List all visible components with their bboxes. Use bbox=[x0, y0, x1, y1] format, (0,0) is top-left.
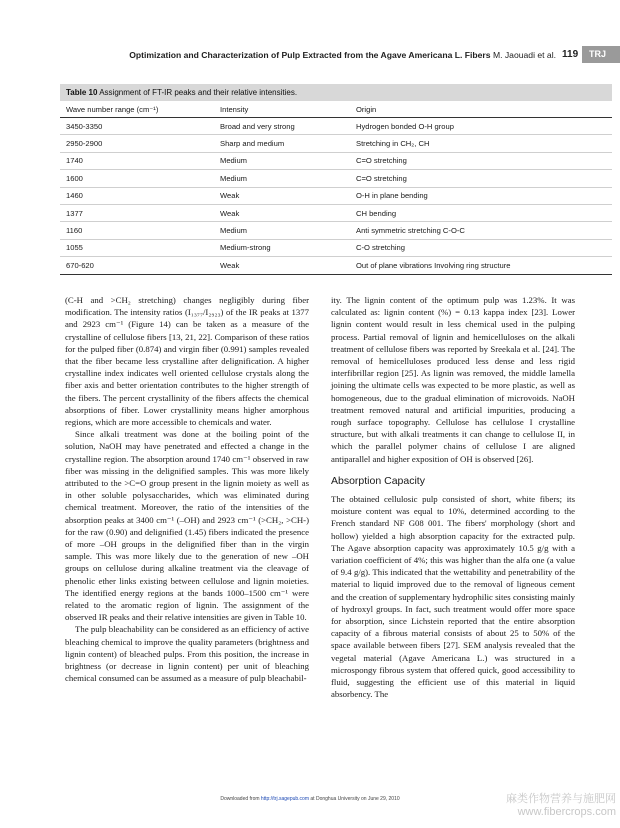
authors: M. Jaouadi et al. bbox=[492, 50, 556, 60]
cell: Weak bbox=[214, 257, 350, 274]
cell: Sharp and medium bbox=[214, 135, 350, 152]
ftir-table bbox=[60, 101, 612, 275]
cell: 3450-3350 bbox=[60, 118, 214, 135]
cell: Medium-strong bbox=[214, 239, 350, 256]
cell: Anti symmetric stretching C-O-C bbox=[350, 222, 612, 239]
watermark-line1: 麻类作物营养与施肥网 bbox=[506, 793, 616, 805]
cell: CH bending bbox=[350, 204, 612, 221]
cell: Broad and very strong bbox=[214, 118, 350, 135]
body-column-right bbox=[331, 294, 575, 701]
cell: O-H in plane bending bbox=[350, 187, 612, 204]
cell: 670-620 bbox=[60, 257, 214, 274]
col-header-intensity: Intensity bbox=[214, 101, 350, 118]
col-header-wavenumber: Wave number range (cm⁻¹) bbox=[60, 101, 214, 118]
footer-suffix: at Donghua University on June 29, 2010 bbox=[310, 796, 400, 802]
body-column-left bbox=[65, 294, 309, 685]
cell: 1600 bbox=[60, 170, 214, 187]
cell: 1740 bbox=[60, 152, 214, 169]
footer-prefix: Downloaded from bbox=[220, 796, 260, 802]
col-header-origin: Origin bbox=[350, 101, 612, 118]
table-row bbox=[60, 222, 612, 239]
cell: 1160 bbox=[60, 222, 214, 239]
cell: Out of plane vibrations Involving ring structure bbox=[350, 257, 612, 274]
table-10 bbox=[60, 84, 612, 275]
paragraph: Since alkali treatment was done at the boiling point of the solution, NaOH may have penetrated and effected a change in the crystalline region. The absorption around 1740 cm⁻¹ observed in raw fiber was missing in the delignified samples. This was more likely attributed to the >C=O group present in the lignin moiety as well as in other soluble polysaccharides, which was eliminated during chemical treatment. Moreover, the ratio of the intensities of the absorption peaks at 3400 cm⁻¹ (–OH) and 2923 cm⁻¹ (>CH₂, >CH-) for the raw (0.90) and delignified (1.45) fibers indicated the presence of more –OH groups in the delignified fiber than in the virgin sample. This was more likely due to the generation of new –OH groups on cellulose during alkaline treatment via the cleavage of phenolic ether links existing between cellulose and lignin moieties. The identified energy regions at the bands 1000–1500 cm⁻¹ were related to the aromatic region of lignin. The assignment of the observed IR peaks and their relative intensities are given in Table 10. bbox=[65, 429, 309, 623]
running-header bbox=[0, 46, 620, 66]
watermark bbox=[506, 793, 616, 819]
cell: Medium bbox=[214, 222, 350, 239]
table-row bbox=[60, 118, 612, 135]
table-header-row bbox=[60, 101, 612, 118]
cell: Stretching in CH₂, CH bbox=[350, 135, 612, 152]
cell: Medium bbox=[214, 152, 350, 169]
cell: Weak bbox=[214, 204, 350, 221]
cell: 1055 bbox=[60, 239, 214, 256]
paragraph: The obtained cellulosic pulp consisted of short, white fibers; its moisture content was equal to 10%, determined according to the French standard NF G08 001. The fibers' morphology (short and hollow) yielded a high absorption capacity for the extracted pulp. The Agave absorption capacity was approximately 10.5 g/g with a variation coefficient of 4%; this was higher than the alfa one (a value of 9.4 g/g). This indicated that the wettability and penetrability of the material to liquid improved due to the removal of ligneous cement and the creation of supplementary hydrophilic sites consisting mainly of hydroxyl groups. In fact, such treatment would offer more space for absorption, since Lichstein reported that the entire absorption capacity of a fibrous material consists of about 25 to 50% of the space available between fibers [27]. SEM analysis revealed that the vegetal material (Agave Americana L.) was structured in a microspongy fibrous system that offered quick, good accessibility to fluid, suggesting the efficient use of this material in liquid absorbency. The bbox=[331, 494, 575, 700]
cell: C=O stretching bbox=[350, 170, 612, 187]
table-caption bbox=[60, 84, 612, 101]
cell: Medium bbox=[214, 170, 350, 187]
table-row bbox=[60, 187, 612, 204]
cell: C=O stretching bbox=[350, 152, 612, 169]
table-row bbox=[60, 152, 612, 169]
page-number: 119 bbox=[562, 49, 579, 60]
paragraph: (C-H and >CH₂ stretching) changes negligibly during fiber modification. The intensity ratios (I₁₃₇₇/I₂₉₂₃) of the IR peaks at 1377 and 2923 cm⁻¹ (Figure 14) can be taken as a measure of the crystalline of cellulose fibers [13, 21, 22]. Comparison of these ratios for the pulped fiber (0.874) and virgin fiber (0.991) samples revealed that the fiber became less crystalline after delignification. A higher crystalline index indicates well oriented cellulose crystals along the fiber axis and better orientation contributes to the higher strength of the fibers. The percent crystallinity of the fibers affects the chemical absorptions of fiber. Lower crystallinity means higher amorphous regions, which are more accessible to chemicals and water. bbox=[65, 295, 309, 428]
table-row bbox=[60, 135, 612, 152]
cell: Weak bbox=[214, 187, 350, 204]
cell: 1460 bbox=[60, 187, 214, 204]
running-title bbox=[129, 50, 556, 60]
paragraph: ity. The lignin content of the optimum pulp was 1.23%. It was calculated as: lignin content (%) = 0.13 kappa index [23]. Lower lignin content would result in less chemical used in the pulping process. Partial removal of lignin and hemicelluloses on the alkali treatment of cellulose fibers was reported by Sreekala et al. [24]. The removal of hemicelluloses produced less dense and less rigid interfibrillar region [25]. As lignin was removed, the middle lamella joining the ultimate cells was expected to be more plastic, as well as homogeneous, due to the gradual elimination of microvoids. NaOH treatment removed natural and artificial impurities, producing a rough surface topography. Cellulose has cellulose I crystalline structure, but with alkali treatments it can change to cellulose II, in which the parallel polymer chains of cellulose I are aligned antiparallel and higher exposition of OH is observed [26]. bbox=[331, 295, 575, 464]
table-caption-text: Assignment of FT-IR peaks and their relative intensities. bbox=[99, 88, 298, 97]
watermark-line2: www.fibercrops.com bbox=[517, 806, 616, 818]
table-label: Table 10 bbox=[66, 88, 98, 97]
footer-link[interactable]: http://trj.sagepub.com bbox=[260, 796, 310, 802]
paragraph: The pulp bleachability can be considered as an efficiency of active bleaching chemical to improve the quality parameters (brightness and lignin content) of bleached pulps. From this position, the increase in brightness (or decrease in lignin content) per unit of bleaching chemical consumed can be assumed as a measure of pulp bleachabil- bbox=[65, 624, 309, 684]
table-row bbox=[60, 239, 612, 256]
cell: 2950-2900 bbox=[60, 135, 214, 152]
section-heading: Absorption Capacity bbox=[331, 474, 425, 487]
cell: 1377 bbox=[60, 204, 214, 221]
cell: Hydrogen bonded O-H group bbox=[350, 118, 612, 135]
journal-badge: TRJ bbox=[582, 46, 620, 63]
table-row bbox=[60, 204, 612, 221]
table-row bbox=[60, 170, 612, 187]
cell: C-O stretching bbox=[350, 239, 612, 256]
table-row bbox=[60, 257, 612, 274]
article-title: Optimization and Characterization of Pulp Extracted from the Agave Americana L. Fibers bbox=[129, 50, 491, 60]
